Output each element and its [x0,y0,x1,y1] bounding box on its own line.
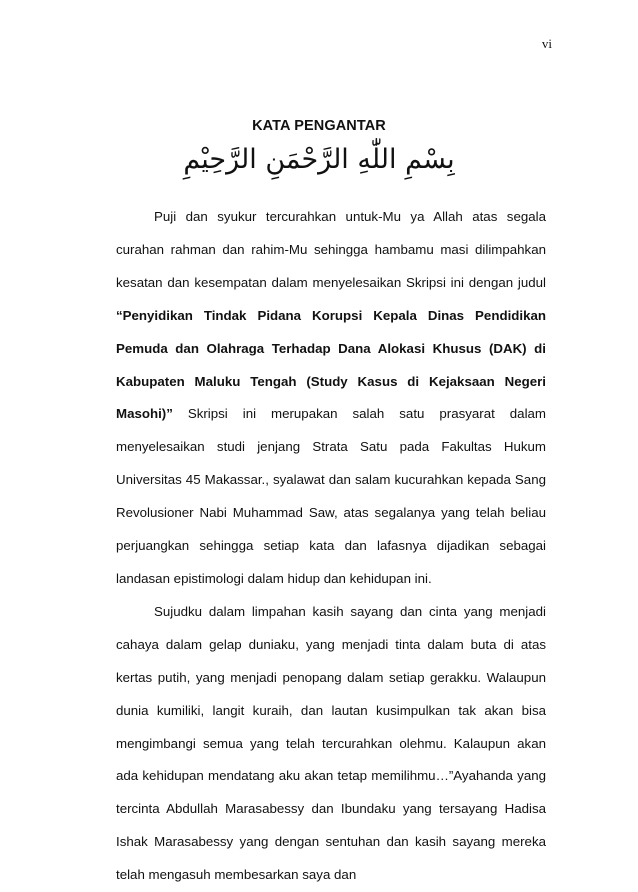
page-title: KATA PENGANTAR [252,118,386,134]
paragraph-2 [116,596,546,892]
basmala-calligraphy: بِسْمِ اللّٰهِ الرَّحْمَنِ الرَّحِيْمِ [183,144,455,175]
page-number: vi [541,36,552,51]
paragraph-1-text-a: Puji dan syukur tercurahkan untuk-Mu ya Allah atas segala curahan rahman dan rahim-Mu sehingga hambamu masi dilimpahkan kesatan dan kesempatan dalam menyelesaikan Skripsi ini dengan judul [116,209,546,290]
paragraph-2-text: Sujudku dalam limpahan kasih sayang dan cinta yang menjadi cahaya dalam gelap duniaku, yang menjadi tinta dalam buta di atas kertas putih, yang menjadi penopang dalam setiap gerakku. Walaupun dunia kumiliki, langit kuraih, dan lautan kusimpulkan tak akan bisa mengimbangi semua yang telah tercurahkan olehmu. Kalaupun akan ada kehidupan mendatang aku akan tetap memilihmu…”Ayahanda yang tercinta Abdullah Marasabessy dan Ibundaku yang tersayang Hadisa Ishak Marasabessy yang dengan sentuhan dan kasih sayang mereka telah mengasuh membesarkan saya dan [116,603,546,883]
paragraph-1 [116,201,546,596]
body-text [116,201,546,892]
paragraph-1-text-b: Skripsi ini merupakan salah satu prasyarat dalam menyelesaikan studi jenjang Strata Satu pada Fakultas Hukum Universitas 45 Makassar., syalawat dan salam kucurahkan kepada Sang Revolusioner Nabi Muhammad Saw, atas segalanya yang telah beliau perjuangkan sehingga setiap kata dan lafasnya dijadikan sebagai landasan epistimologi dalam hidup dan kehidupan ini. [116,406,546,586]
paragraph-1-thesis-title: “Penyidikan Tindak Pidana Korupsi Kepala Dinas Pendidikan Pemuda dan Olahraga Terhadap Dana Alokasi Khusus (DAK) di Kabupaten Maluku Tengah (Study Kasus di Kejaksaan Negeri Masohi)” [116,307,546,422]
